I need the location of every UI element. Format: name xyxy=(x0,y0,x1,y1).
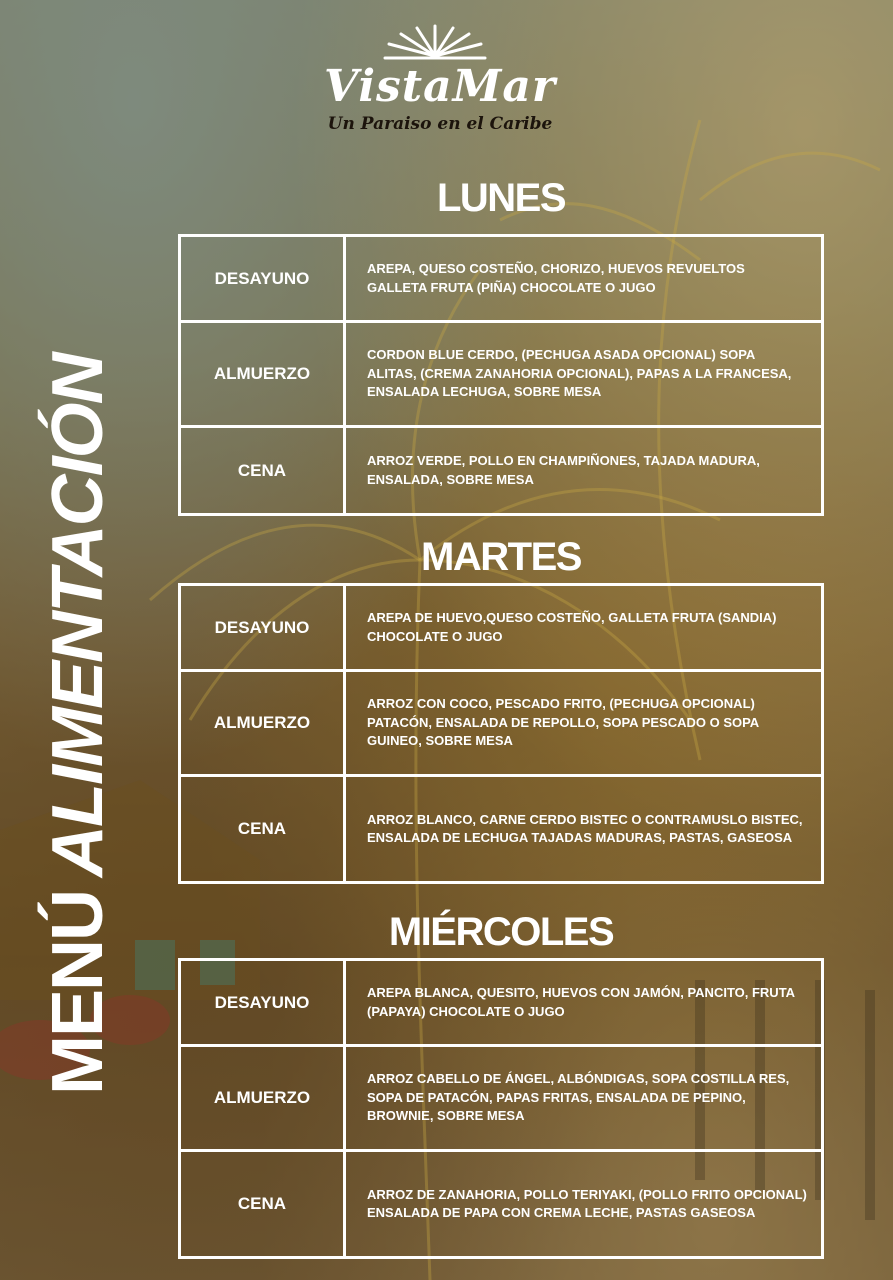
table-row xyxy=(181,237,821,323)
vistamar-logo xyxy=(300,22,580,132)
meal-description: AREPA DE HUEVO,QUESO COSTEÑO, GALLETA FRUTA (SANDIA) CHOCOLATE O JUGO xyxy=(367,610,777,644)
menu-table-miercoles xyxy=(178,958,824,1259)
meal-description: ARROZ DE ZANAHORIA, POLLO TERIYAKI, (POLLO FRITO OPCIONAL) ENSALADA DE PAPA CON CREMA LECHE, PASTAS GASEOSA xyxy=(367,1186,807,1220)
meal-label: ALMUERZO xyxy=(181,323,346,425)
day-title-miercoles: MIÉRCOLES xyxy=(388,910,614,954)
brand-tagline: Un Paraiso en el Caribe xyxy=(327,114,553,134)
table-row xyxy=(181,1152,821,1256)
table-row xyxy=(181,428,821,513)
table-row xyxy=(181,961,821,1047)
page-title-word-2: ALIMENTACIÓN xyxy=(38,354,118,877)
menu-table-lunes xyxy=(178,234,824,516)
meal-description: CORDON BLUE CERDO, (PECHUGA ASADA OPCIONAL) SOPA ALITAS, (CREMA ZANAHORIA OPCIONAL), PAPAS A LA FRANCESA, ENSALADA LECHUGA, SOBRE MESA xyxy=(367,347,792,400)
meal-description: AREPA BLANCA, QUESITO, HUEVOS CON JAMÓN, PANCITO, FRUTA (PAPAYA) CHOCOLATE O JUGO xyxy=(367,985,795,1019)
meal-label: ALMUERZO xyxy=(181,672,346,774)
meal-label: ALMUERZO xyxy=(181,1047,346,1149)
sun-rays-icon xyxy=(375,22,495,62)
table-row xyxy=(181,586,821,672)
meal-label: DESAYUNO xyxy=(181,237,346,320)
meal-description: ARROZ CABELLO DE ÁNGEL, ALBÓNDIGAS, SOPA COSTILLA RES, SOPA DE PATACÓN, PAPAS FRITAS, ENSALADA DE PEPINO, BROWNIE, SOBRE MESA xyxy=(367,1071,790,1124)
table-row xyxy=(181,323,821,428)
meal-label: DESAYUNO xyxy=(181,961,346,1044)
meal-description: ARROZ VERDE, POLLO EN CHAMPIÑONES, TAJADA MADURA, ENSALADA, SOBRE MESA xyxy=(367,453,760,487)
table-row xyxy=(181,672,821,777)
meal-label: CENA xyxy=(181,428,346,513)
meal-label: CENA xyxy=(181,777,346,881)
page-title-word-1: MENÚ xyxy=(38,891,118,1095)
day-title-martes: MARTES xyxy=(421,535,581,579)
meal-description: ARROZ BLANCO, CARNE CERDO BISTEC O CONTRAMUSLO BISTEC, ENSALADA DE LECHUGA TAJADAS MADURAS, PASTAS, GASEOSA xyxy=(367,811,803,845)
day-title-lunes: LUNES xyxy=(436,176,566,220)
meal-description: AREPA, QUESO COSTEÑO, CHORIZO, HUEVOS REVUELTOS GALLETA FRUTA (PIÑA) CHOCOLATE O JUGO xyxy=(367,261,745,295)
table-row xyxy=(181,1047,821,1152)
meal-description: ARROZ CON COCO, PESCADO FRITO, (PECHUGA OPCIONAL) PATACÓN, ENSALADA DE REPOLLO, SOPA PESCADO O SOPA GUINEO, SOBRE MESA xyxy=(367,696,759,749)
table-row xyxy=(181,777,821,881)
page-title xyxy=(40,354,116,1095)
meal-label: CENA xyxy=(181,1152,346,1256)
brand-name: VistaMar xyxy=(323,61,557,112)
meal-label: DESAYUNO xyxy=(181,586,346,669)
menu-table-martes xyxy=(178,583,824,884)
